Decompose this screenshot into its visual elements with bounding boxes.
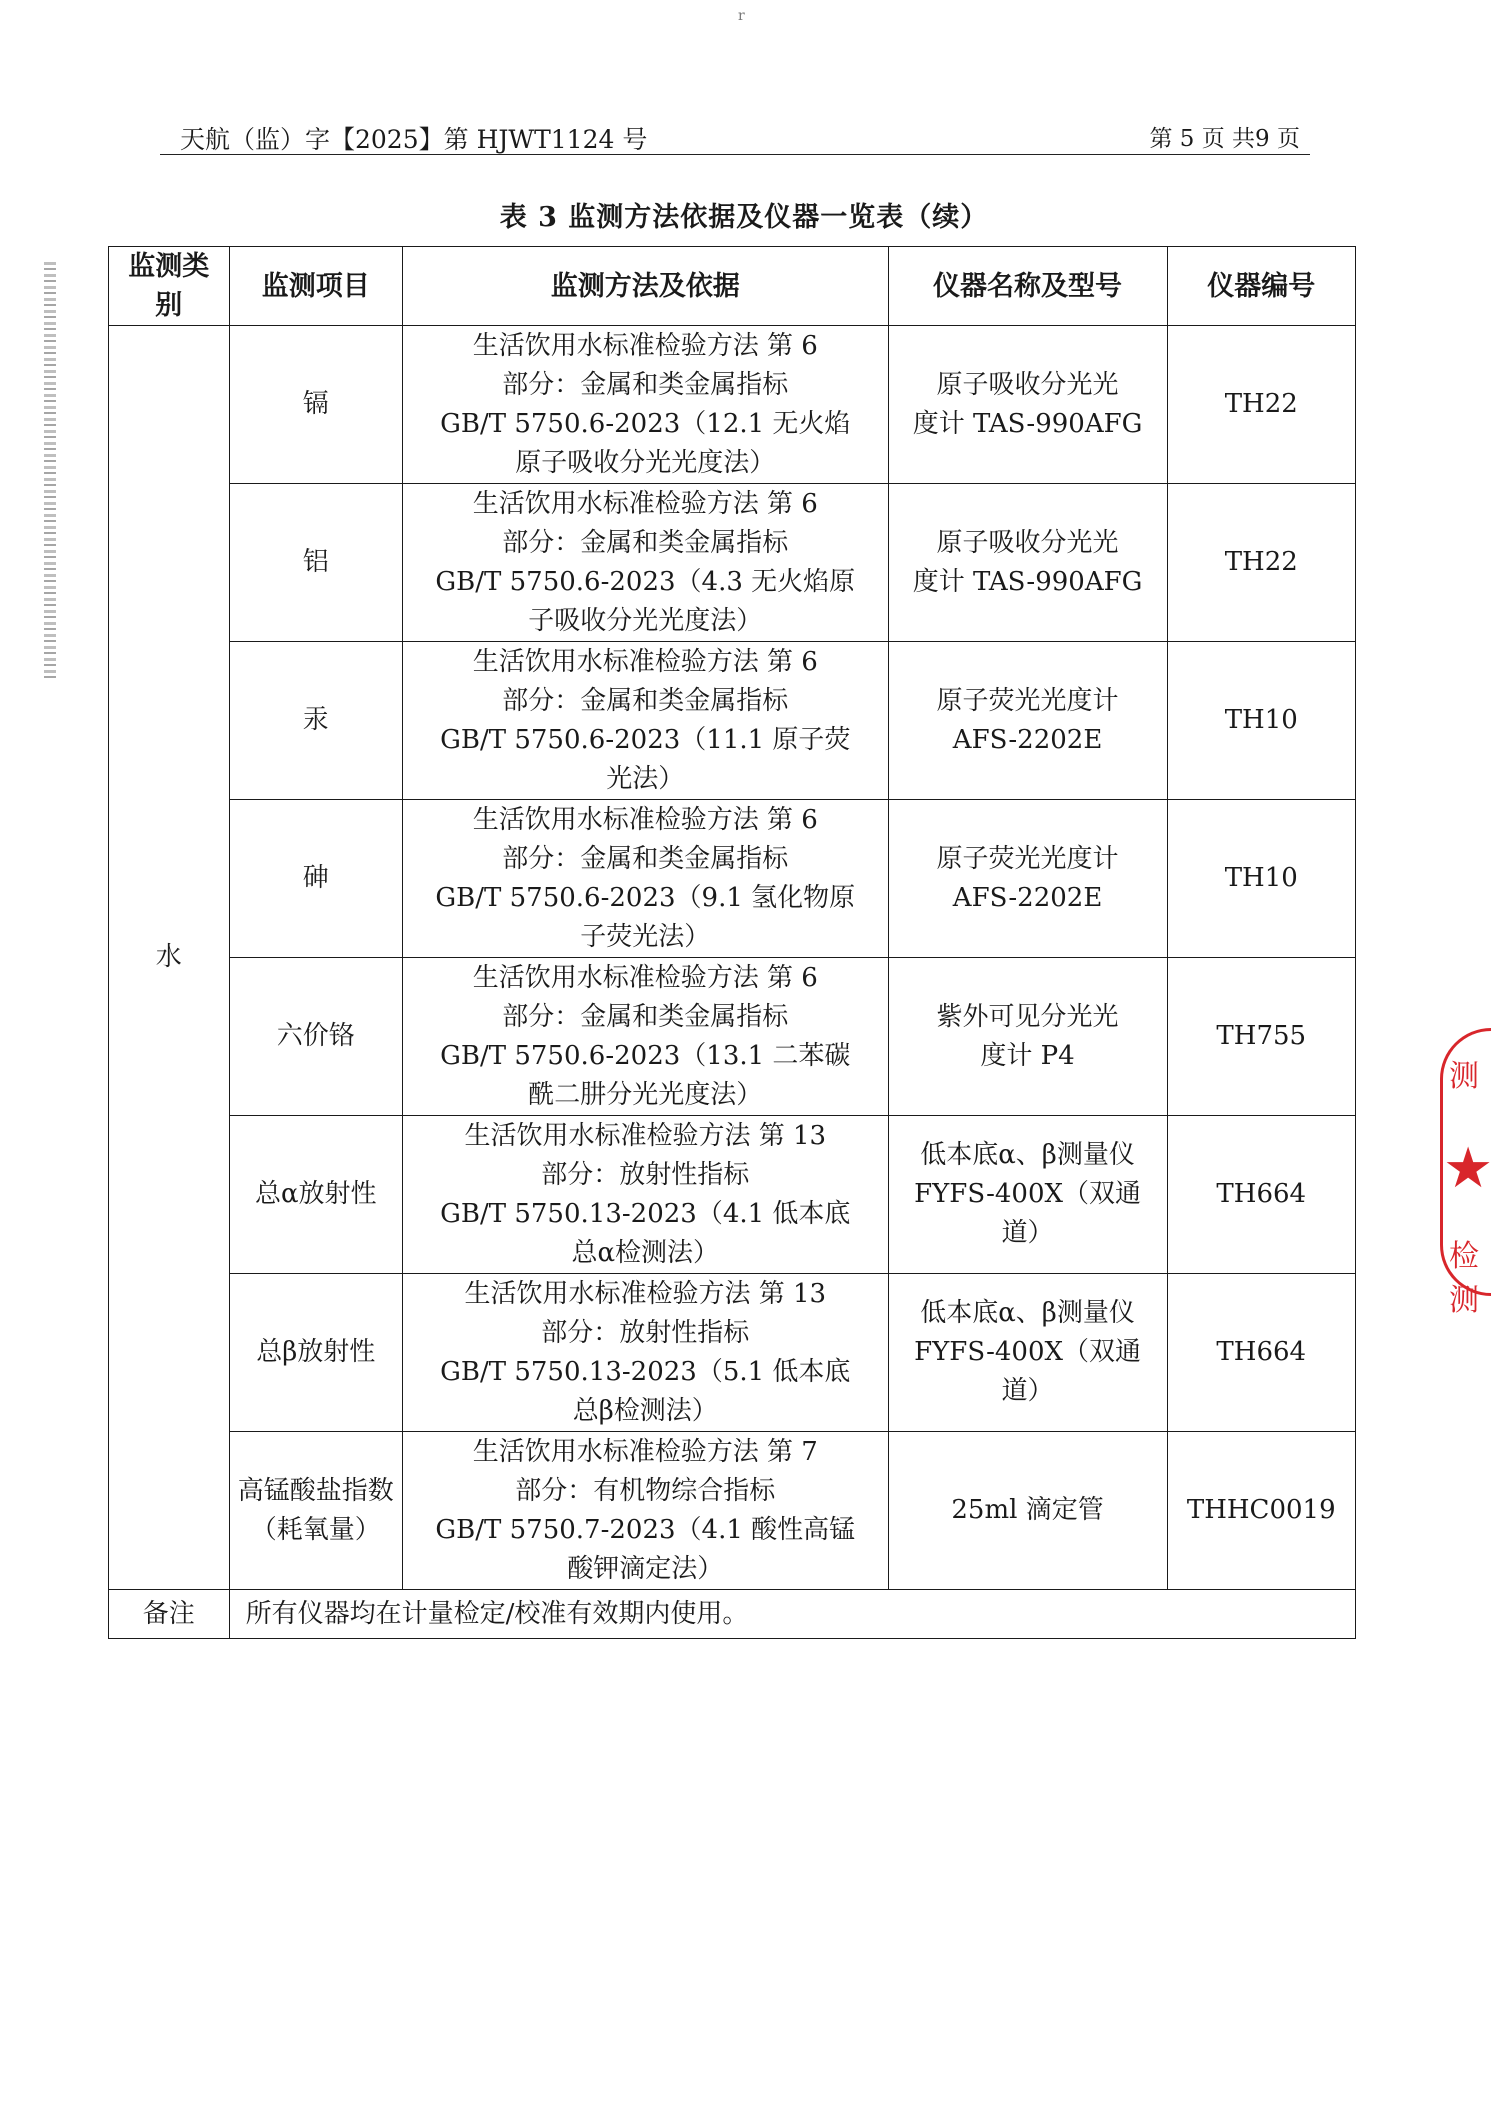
instrument-no-cell: TH22: [1167, 484, 1356, 642]
method-cell-line: 部分：金属和类金属指标: [502, 685, 789, 716]
method-cell-line: GB/T 5750.13-2023（5.1 低本底: [440, 1356, 851, 1387]
page-header: [160, 118, 1310, 155]
instrument-cell-line: 度计 P4: [980, 1040, 1075, 1071]
method-cell-line: 子吸收分光光度法）: [528, 605, 763, 636]
instrument-cell-line: AFS-2202E: [952, 882, 1103, 913]
instrument-cell-line: FYFS-400X（双通: [914, 1337, 1142, 1367]
stamp-text-top: 测: [1449, 1059, 1479, 1094]
method-cell-line: GB/T 5750.6-2023（13.1 二苯碳: [440, 1040, 851, 1071]
instrument-cell-line: 原子吸收分光光: [936, 369, 1119, 400]
col-header-instrument-no: 仪器编号: [1167, 247, 1356, 326]
item-cell: 总β放射性: [229, 1274, 402, 1432]
instrument-cell-line: 低本底α、β测量仪: [920, 1140, 1135, 1170]
table-row: [109, 800, 1356, 958]
method-cell: [402, 800, 888, 958]
method-cell-line: 生活饮用水标准检验方法 第 6: [472, 804, 818, 835]
method-cell: [402, 1116, 888, 1274]
method-cell-line: 生活饮用水标准检验方法 第 6: [472, 646, 818, 677]
method-cell-line: 生活饮用水标准检验方法 第 6: [472, 330, 818, 361]
binding-edge-strip: [44, 262, 56, 682]
method-cell-line: GB/T 5750.6-2023（9.1 氢化物原: [435, 882, 856, 913]
method-cell-line: 子荧光法）: [580, 921, 711, 952]
instrument-no-cell: TH755: [1167, 958, 1356, 1116]
method-cell-line: 原子吸收分光光度法）: [515, 447, 776, 478]
page-number: 第 5 页 共9 页: [1149, 126, 1300, 152]
table-header-row: [109, 247, 1356, 326]
report-number: 天航（监）字【2025】第 HJWT1124 号: [180, 125, 648, 154]
item-cell: 总α放射性: [229, 1116, 402, 1274]
instrument-cell-line: 25ml 滴定管: [951, 1495, 1104, 1525]
col-header-method: 监测方法及依据: [402, 247, 888, 326]
method-cell-line: GB/T 5750.6-2023（11.1 原子荧: [440, 724, 851, 755]
table-row: [109, 326, 1356, 484]
instrument-cell: [888, 1274, 1167, 1432]
method-cell-line: 部分：金属和类金属指标: [502, 369, 789, 400]
table-row: [109, 484, 1356, 642]
method-cell-line: 部分：金属和类金属指标: [502, 843, 789, 874]
instrument-cell-line: FYFS-400X（双通: [914, 1179, 1142, 1209]
method-cell-line: 部分：放射性指标: [541, 1159, 750, 1190]
method-cell-line: 光法）: [606, 763, 685, 794]
instrument-cell: [888, 326, 1167, 484]
method-cell-line: 部分：放射性指标: [541, 1317, 750, 1348]
remark-row: [109, 1590, 1356, 1639]
instrument-cell-line: 原子荧光光度计: [936, 685, 1119, 716]
table-row: [109, 1432, 1356, 1590]
table-body: [109, 326, 1356, 1639]
item-cell-line: （耗氧量）: [250, 1514, 381, 1545]
method-cell-line: 总β检测法）: [572, 1395, 718, 1426]
instrument-no-cell: TH10: [1167, 642, 1356, 800]
method-cell-line: 生活饮用水标准检验方法 第 6: [472, 488, 818, 519]
instrument-no-cell: TH10: [1167, 800, 1356, 958]
instrument-cell: [888, 958, 1167, 1116]
remark-label: 备注: [109, 1590, 230, 1639]
method-cell-line: 总α检测法）: [571, 1237, 720, 1268]
instrument-cell-line: 道）: [1001, 1376, 1054, 1406]
stamp-star-icon: ★: [1443, 1136, 1493, 1201]
method-cell: [402, 958, 888, 1116]
table-row: [109, 958, 1356, 1116]
instrument-no-cell: THHC0019: [1167, 1432, 1356, 1590]
methods-table: [108, 246, 1356, 1639]
item-cell: [229, 1432, 402, 1590]
instrument-cell-line: 低本底α、β测量仪: [920, 1298, 1135, 1328]
item-cell: 汞: [229, 642, 402, 800]
item-cell: 镉: [229, 326, 402, 484]
instrument-no-cell: TH22: [1167, 326, 1356, 484]
method-cell-line: GB/T 5750.6-2023（12.1 无火焰: [440, 408, 851, 439]
col-header-item: 监测项目: [229, 247, 402, 326]
method-cell-line: GB/T 5750.7-2023（4.1 酸性高锰: [435, 1514, 856, 1545]
item-cell: 铝: [229, 484, 402, 642]
method-cell-line: 酰二肼分光光度法）: [528, 1079, 763, 1110]
table-row: [109, 1116, 1356, 1274]
method-cell: [402, 326, 888, 484]
instrument-cell-line: 度计 TAS-990AFG: [912, 408, 1143, 439]
instrument-cell-line: 原子荧光光度计: [936, 843, 1119, 874]
instrument-cell-line: 道）: [1001, 1218, 1054, 1248]
method-cell-line: 生活饮用水标准检验方法 第 7: [472, 1436, 818, 1467]
table-title: 表 3 监测方法依据及仪器一览表（续）: [499, 202, 989, 233]
item-cell-line: 高锰酸盐指数: [237, 1475, 394, 1506]
method-cell-line: 部分：金属和类金属指标: [502, 1001, 789, 1032]
instrument-cell: [888, 1116, 1167, 1274]
instrument-no-cell: TH664: [1167, 1274, 1356, 1432]
remark-text: 所有仪器均在计量检定/校准有效期内使用。: [229, 1590, 1355, 1639]
col-header-instrument: 仪器名称及型号: [888, 247, 1167, 326]
item-cell: 砷: [229, 800, 402, 958]
red-seal-stamp: [1440, 1028, 1493, 1318]
method-cell-line: GB/T 5750.13-2023（4.1 低本底: [440, 1198, 851, 1229]
stamp-text-bottom: 检测: [1449, 1239, 1479, 1318]
instrument-cell-line: 原子吸收分光光: [936, 527, 1119, 558]
instrument-cell: [888, 642, 1167, 800]
instrument-cell: [888, 1432, 1167, 1590]
item-cell: 六价铬: [229, 958, 402, 1116]
instrument-cell: [888, 484, 1167, 642]
instrument-no-cell: TH664: [1167, 1116, 1356, 1274]
col-header-category: 监测类别: [109, 247, 230, 326]
method-cell: [402, 642, 888, 800]
method-cell-line: 部分：有机物综合指标: [515, 1475, 776, 1506]
category-cell: 水: [109, 326, 230, 1590]
method-cell-line: 酸钾滴定法）: [567, 1553, 724, 1584]
method-cell: [402, 484, 888, 642]
scan-mark: r: [738, 8, 745, 24]
instrument-cell-line: 度计 TAS-990AFG: [912, 566, 1143, 597]
method-cell: [402, 1432, 888, 1590]
instrument-cell: [888, 800, 1167, 958]
table-row: [109, 642, 1356, 800]
method-cell-line: 部分：金属和类金属指标: [502, 527, 789, 558]
method-cell: [402, 1274, 888, 1432]
method-cell-line: 生活饮用水标准检验方法 第 13: [464, 1278, 827, 1309]
table-row: [109, 1274, 1356, 1432]
method-cell-line: GB/T 5750.6-2023（4.3 无火焰原: [435, 566, 856, 597]
instrument-cell-line: 紫外可见分光光: [936, 1001, 1119, 1032]
method-cell-line: 生活饮用水标准检验方法 第 13: [464, 1120, 827, 1151]
instrument-cell-line: AFS-2202E: [952, 724, 1103, 755]
method-cell-line: 生活饮用水标准检验方法 第 6: [472, 962, 818, 993]
